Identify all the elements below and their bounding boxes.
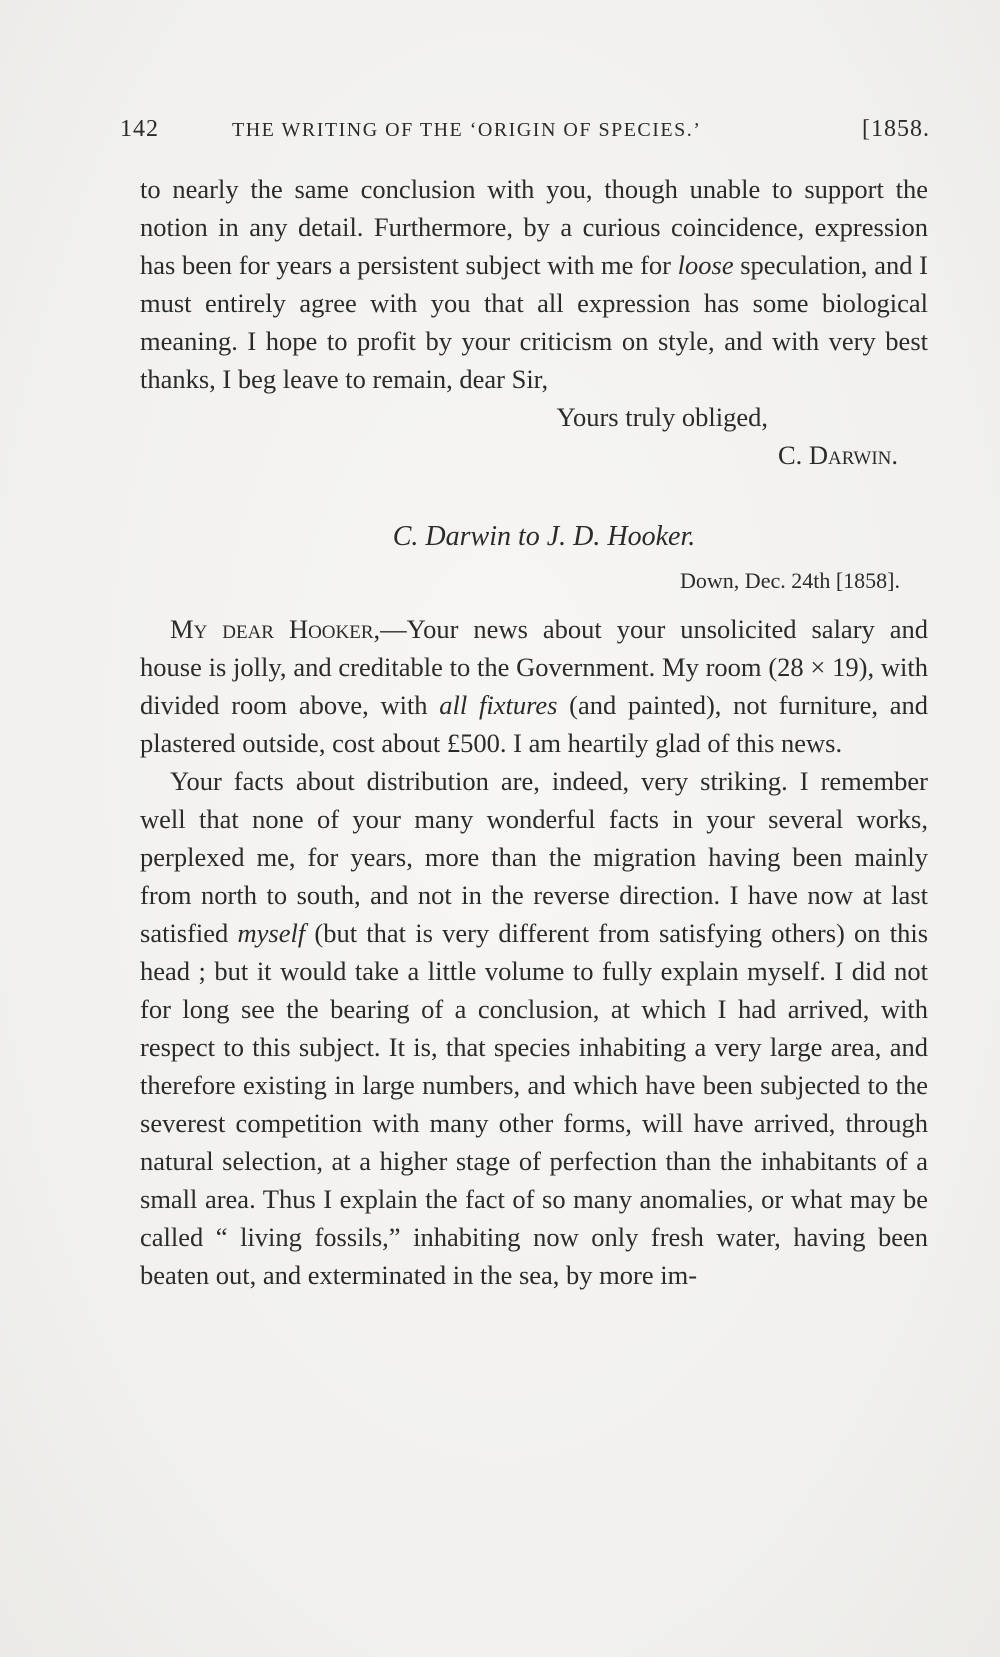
italic-run: all fixtures [439, 690, 558, 720]
page-number: 142 [120, 116, 159, 142]
letter-date: Down, Dec. 24th [1858]. [680, 568, 900, 593]
page-body [140, 170, 928, 1294]
header-year: [1858. [862, 116, 930, 142]
paragraph-1 [140, 610, 928, 762]
text-run: (but that is very different from satisfying others) on this head ; but it would take a little volume to fully explain myself. I did not for long see the bearing of a conclusion, at which I had arrived, with respect to this subject. It is, that species inhabiting a very large area, and therefore existing in large numbers, and which have been subjected to the severest competition with many other forms, will have arrived, through natural selection, at a higher stage of perfection than the inhabitants of a small area. Thus I explain the fact of so many anomalies, or what may be called “ living fossils,” inhabiting now only fresh water, having been beaten out, and exterminated in the sea, by more im- [140, 918, 929, 1290]
letter-closing: Yours truly obliged, [556, 402, 768, 432]
letter-heading: C. Darwin to J. D. Hooker. [392, 521, 696, 552]
signature-name: Darwin. [808, 440, 898, 470]
letter-signature [140, 436, 928, 474]
salutation: My dear Hooker, [170, 614, 381, 644]
text-run: Your facts about distribution are, indeed, very striking. I remember well that none of your many wonderful facts in your several works, perplexed me, for years, more than the migration having been mainly from north to south, and not in the reverse direction. I have now at last satisfied [140, 766, 928, 948]
text-run: —Your news about your unsolicited salary and house is jolly, and creditable to the Government. My room (28 × 19), with divided room above, with [140, 614, 929, 720]
italic-run: loose [677, 250, 734, 280]
running-header [120, 116, 930, 150]
letter-continuation [140, 170, 928, 398]
paragraph-2 [140, 762, 928, 1294]
text-run: to nearly the same conclusion with you, though unable to support the notion in any detail. Furthermore, by a curious coincidence, expression has been for years a persistent subject with me for [140, 174, 928, 280]
italic-run: myself [237, 918, 306, 948]
text-run: (and painted), not furniture, and plastered outside, cost about £500. I am heartily glad of this news. [140, 690, 929, 758]
text-run: speculation, and I must entirely agree with you that all expression has some biological meaning. I hope to profit by your criticism on style, and with very best thanks, I beg leave to remain, dear Sir, [140, 250, 928, 394]
signature-initial: C. [777, 440, 809, 470]
running-title: THE WRITING OF THE ‘ORIGIN OF SPECIES.’ [232, 119, 702, 141]
